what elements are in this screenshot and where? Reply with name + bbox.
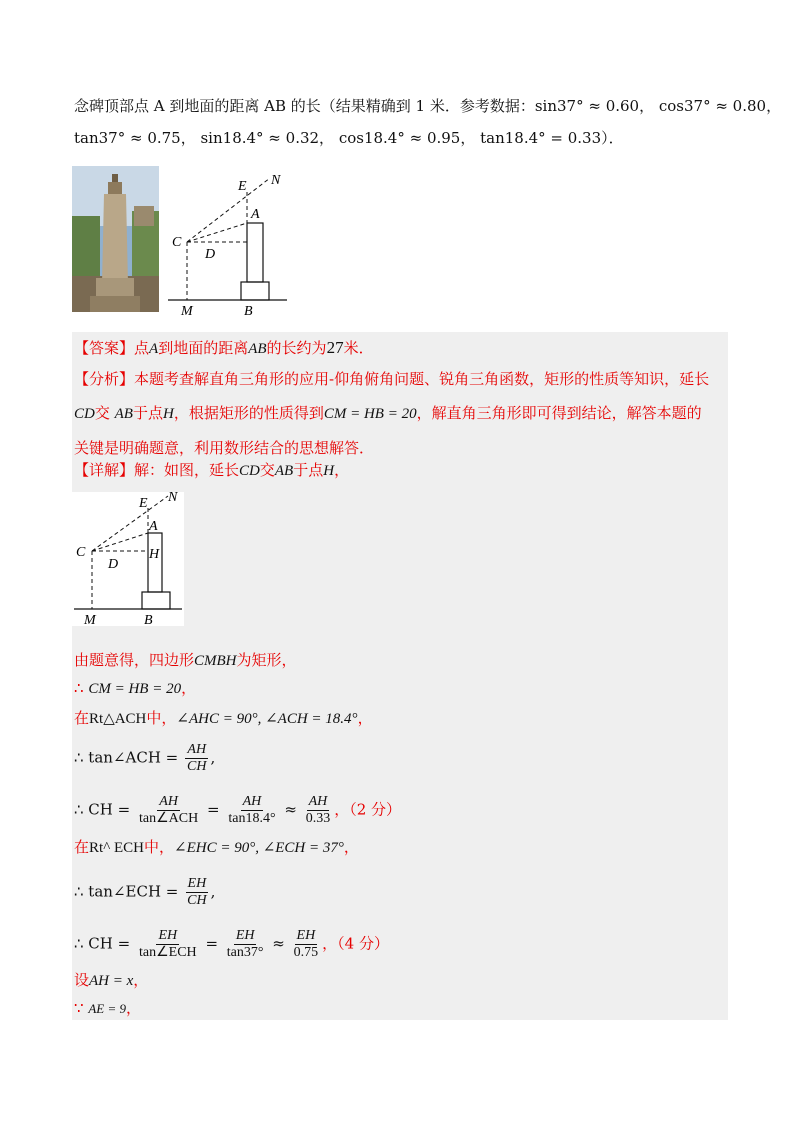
step-6 xyxy=(74,837,359,858)
answer-text-post: 米． xyxy=(343,339,374,357)
step8-num2: EH xyxy=(235,928,255,943)
step3-mid: 中， xyxy=(146,709,177,727)
intro-line-2: tan37° ≈ 0.75， sin18.4° ≈ 0.32， cos18.4° ≈ 0.95， tan18.4° = 0.33）． xyxy=(74,129,624,147)
geometry-figure-1 xyxy=(165,170,295,320)
step5-eq: = xyxy=(207,800,220,819)
analysis-paragraph xyxy=(74,362,714,465)
step7-lhs: ∴ tan∠ECH = xyxy=(74,882,179,901)
step2-eq: CM = HB = 20 xyxy=(88,681,182,697)
step9-pre: 设 xyxy=(74,971,90,989)
geometry-figure-2 xyxy=(72,492,184,626)
step8-fraction-2 xyxy=(225,928,266,961)
problem-intro xyxy=(74,90,782,154)
step-9 xyxy=(74,970,148,991)
label-M: M xyxy=(181,304,193,319)
fig2-label-H: H xyxy=(149,547,160,562)
analysis-seg-2: AB xyxy=(114,406,133,422)
step6-post: ， xyxy=(343,838,359,856)
label-C: C xyxy=(172,235,182,250)
analysis-tag: 【分析】 xyxy=(74,370,135,388)
answer-seg: AB xyxy=(248,341,267,357)
step5-approx: ≈ xyxy=(284,800,297,819)
step8-fraction-3 xyxy=(292,928,321,961)
step8-approx: ≈ xyxy=(272,934,285,953)
step4-post: , xyxy=(210,748,216,767)
step10-post: ， xyxy=(125,999,141,1017)
intro-line-1: 念碑顶部点 A 到地面的距离 AB 的长（结果精确到 1 米．参考数据：sin37° ≈ 0.60， cos37° ≈ 0.80， xyxy=(74,97,782,115)
step5-fraction-1 xyxy=(137,794,200,827)
step4-num: AH xyxy=(187,742,207,757)
step5-fraction-3 xyxy=(304,794,333,827)
step5-lhs: ∴ CH = xyxy=(74,800,131,819)
step3-pre: 在 xyxy=(74,709,90,727)
detail-text-2: 交 xyxy=(259,461,275,479)
step8-num1: EH xyxy=(158,928,178,943)
step1-quad: CMBH xyxy=(194,653,237,669)
step5-fraction-2 xyxy=(226,794,277,827)
monument-photo xyxy=(72,166,159,312)
step3-post: ， xyxy=(357,709,373,727)
step-3 xyxy=(74,708,373,729)
fig2-label-N: N xyxy=(168,492,178,505)
solution-panel xyxy=(72,332,728,1020)
step-4 xyxy=(74,742,215,775)
analysis-eq: CM = HB = 20 xyxy=(323,406,417,422)
detail-tag: 【详解】 xyxy=(74,461,135,479)
answer-text-mid: 到地面的距离 xyxy=(158,339,249,357)
step-8 xyxy=(74,928,389,961)
analysis-point: H xyxy=(162,406,174,422)
step9-eq: AH = x xyxy=(89,973,134,989)
detail-text-1: 解：如图，延长 xyxy=(134,461,240,479)
step-2 xyxy=(74,678,196,699)
step7-fraction xyxy=(185,876,208,909)
step5-num1: AH xyxy=(159,794,178,809)
step8-den1: tan∠ECH xyxy=(139,945,197,960)
step-7 xyxy=(74,876,215,909)
step5-num3: AH xyxy=(308,794,328,809)
step9-post: ， xyxy=(133,971,149,989)
analysis-text-4: ，解直角三角形即可得到结论，解答本题的关键是明确题 xyxy=(74,404,702,457)
step1-pre: 由题意得，四边形 xyxy=(74,651,195,669)
step2-post: ， xyxy=(181,679,197,697)
answer-text: 点 xyxy=(134,339,150,357)
step4-lhs: ∴ tan∠ACH = xyxy=(74,748,179,767)
answer-point: A xyxy=(149,341,159,357)
fig2-label-C: C xyxy=(76,545,86,560)
step5-num2: AH xyxy=(242,794,262,809)
step1-post: 为矩形， xyxy=(236,651,297,669)
step5-score: ，（2 分） xyxy=(334,800,402,819)
label-A: A xyxy=(251,207,260,222)
fig2-label-E: E xyxy=(139,496,148,511)
step6-mid: 中， xyxy=(143,838,174,856)
detail-text-3: 于点 xyxy=(293,461,324,479)
analysis-text-5: 意，利用数形结合的思想解答． xyxy=(164,439,375,457)
step8-score: ，（4 分） xyxy=(322,934,389,953)
step4-fraction xyxy=(185,742,208,775)
label-N: N xyxy=(271,173,281,188)
label-B: B xyxy=(244,304,253,319)
analysis-text-1: 本题考查解直角三角形的应用-仰角俯角问题、锐角三角函数，矩形的性质等知识，延长 xyxy=(134,370,710,388)
step-10 xyxy=(74,998,141,1019)
label-D: D xyxy=(205,247,216,262)
answer-value: 27 xyxy=(326,338,344,357)
fig2-label-M: M xyxy=(84,613,96,626)
step6-tri: Rt^ ECH xyxy=(89,840,144,856)
step5-den3: 0.33 xyxy=(305,811,331,826)
detail-point: H xyxy=(323,463,335,479)
step2-therefore: ∴ xyxy=(74,679,84,697)
step7-num: EH xyxy=(187,876,207,891)
fig2-label-B: B xyxy=(144,613,153,626)
step8-den3: 0.75 xyxy=(293,945,319,960)
step8-lhs: ∴ CH = xyxy=(74,934,131,953)
step5-den1: tan∠ACH xyxy=(139,811,199,826)
step10-eq: AE = 9 xyxy=(88,1001,126,1016)
detail-line xyxy=(74,460,349,481)
step8-eq: = xyxy=(205,934,219,953)
step3-angles: ∠AHC = 90°, ∠ACH = 18.4° xyxy=(176,711,358,727)
detail-seg-1: CD xyxy=(239,463,260,479)
analysis-text-2: 于点 xyxy=(132,404,163,422)
step3-tri: Rt△ACH xyxy=(89,711,147,727)
answer-tag: 【答案】 xyxy=(74,339,135,357)
step-1 xyxy=(74,650,297,671)
analysis-text-3: ，根据矩形的性质得到 xyxy=(173,404,324,422)
step8-fraction-1 xyxy=(137,928,199,961)
fig2-label-D: D xyxy=(108,557,119,572)
step4-den: CH xyxy=(187,759,207,774)
detail-seg-2: AB xyxy=(274,463,294,479)
step10-because: ∵ xyxy=(74,999,84,1017)
label-E: E xyxy=(238,179,247,194)
step6-pre: 在 xyxy=(74,838,90,856)
step-5 xyxy=(74,794,401,827)
answer-text-mid2: 的长约为 xyxy=(266,339,327,357)
answer-line xyxy=(74,338,374,359)
analysis-text-1b: 交 xyxy=(94,404,110,422)
step5-den2: tan18.4° xyxy=(228,811,276,826)
analysis-seg-1: CD xyxy=(74,406,95,422)
fig2-label-A: A xyxy=(149,519,158,534)
step7-den: CH xyxy=(187,893,207,908)
step6-angles: ∠EHC = 90°, ∠ECH = 37° xyxy=(174,840,344,856)
step8-num3: EH xyxy=(296,928,316,943)
step8-den2: tan37° xyxy=(226,945,264,960)
detail-text-4: ， xyxy=(334,461,350,479)
step7-post: , xyxy=(210,882,216,901)
